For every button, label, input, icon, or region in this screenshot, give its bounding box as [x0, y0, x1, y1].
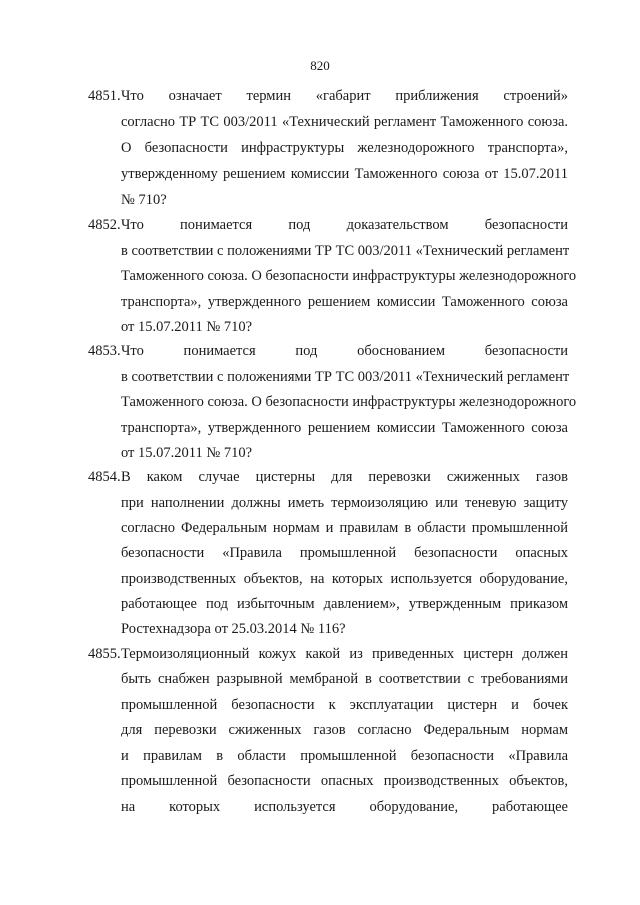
question-text-line: и правилам в области промышленной безопасности «Правила	[121, 748, 568, 764]
question-text-line: работающее под избыточным давлением», утвержденным приказом	[121, 596, 568, 612]
question-text-line: В каком случае цистерны для перевозки сжиженных газов	[121, 469, 568, 485]
question-number: 4855.	[88, 646, 121, 662]
question-text-line: от 15.07.2011 № 710?	[121, 319, 253, 335]
question-number: 4853.	[88, 343, 121, 359]
question-text-line: № 710?	[121, 192, 167, 208]
question-text-line: безопасности «Правила промышленной безопасности опасных	[121, 545, 568, 561]
question-text-line: в соответствии с положениями ТР ТС 003/2011 «Технический регламент	[121, 243, 570, 259]
question-text-line: промышленной безопасности опасных производственных объектов,	[121, 773, 568, 789]
question-number: 4851.	[88, 88, 121, 104]
question-text-line: на которых используется оборудование, работающее	[121, 799, 568, 815]
question-text-line: Термоизоляционный кожух какой из приведенных цистерн должен	[121, 646, 568, 662]
question-text-line: быть снабжен разрывной мембраной в соответствии с требованиями	[121, 671, 568, 687]
question-text-line: Что понимается под обоснованием безопасности	[121, 343, 568, 359]
question-text-line: Таможенного союза. О безопасности инфраструктуры железнодорожного	[121, 394, 577, 410]
question-text-line: согласно Федеральным нормам и правилам в области промышленной	[121, 520, 568, 536]
question-number: 4852.	[88, 217, 121, 233]
page-number: 820	[310, 58, 330, 73]
question-text-line: промышленной безопасности к эксплуатации цистерн и бочек	[121, 697, 568, 713]
question-text-line: Ростехнадзора от 25.03.2014 № 116?	[121, 621, 346, 637]
question-number: 4854.	[88, 469, 121, 485]
question-text-line: Что означает термин «габарит приближения строений»	[121, 88, 568, 104]
question-text-line: Что понимается под доказательством безопасности	[121, 217, 568, 233]
question-text-line: транспорта», утвержденного решением комиссии Таможенного союза	[121, 420, 568, 436]
question-text-line: Таможенного союза. О безопасности инфраструктуры железнодорожного	[121, 268, 577, 284]
question-text-line: производственных объектов, на которых используется оборудование,	[121, 571, 568, 587]
question-text-line: согласно ТР ТС 003/2011 «Технический регламент Таможенного союза.	[121, 114, 568, 130]
question-text-line: при наполнении должны иметь термоизоляцию или теневую защиту	[121, 495, 568, 511]
question-text-line: транспорта», утвержденного решением комиссии Таможенного союза	[121, 294, 568, 310]
question-text-line: в соответствии с положениями ТР ТС 003/2011 «Технический регламент	[121, 369, 570, 385]
question-text-line: утвержденному решением комиссии Таможенного союза от 15.07.2011	[121, 166, 568, 182]
question-text-line: О безопасности инфраструктуры железнодорожного транспорта»,	[121, 140, 568, 156]
question-text-line: для перевозки сжиженных газов согласно Федеральным нормам	[121, 722, 568, 738]
question-text-line: от 15.07.2011 № 710?	[121, 445, 253, 461]
